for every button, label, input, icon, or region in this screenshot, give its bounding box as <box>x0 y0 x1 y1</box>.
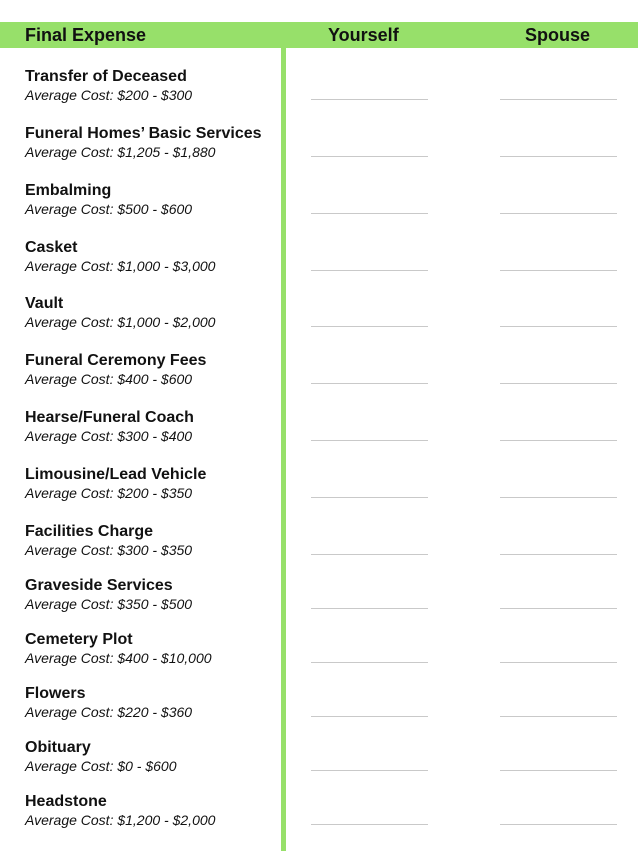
spouse-entry-line[interactable] <box>500 270 617 271</box>
spouse-entry-line[interactable] <box>500 383 617 384</box>
yourself-entry-line[interactable] <box>311 662 428 663</box>
spouse-entry-line[interactable] <box>500 99 617 100</box>
expense-cost: Average Cost: $500 - $600 <box>25 201 193 217</box>
expense-row-obituary <box>0 739 638 779</box>
expense-row-basic-services <box>0 125 638 165</box>
spouse-entry-line[interactable] <box>500 824 617 825</box>
expense-cost: Average Cost: $300 - $400 <box>25 428 193 444</box>
expense-row-cemetery-plot <box>0 631 638 671</box>
table-header <box>0 22 638 48</box>
spouse-entry-line[interactable] <box>500 497 617 498</box>
spouse-entry-line[interactable] <box>500 716 617 717</box>
expense-cost: Average Cost: $220 - $360 <box>25 704 193 720</box>
yourself-entry-line[interactable] <box>311 213 428 214</box>
expense-row-graveside <box>0 577 638 617</box>
yourself-entry-line[interactable] <box>311 554 428 555</box>
expense-name: Embalming <box>25 182 112 199</box>
expense-cost: Average Cost: $1,205 - $1,880 <box>25 144 216 160</box>
expense-name: Limousine/Lead Vehicle <box>25 466 207 483</box>
expense-name: Funeral Homes’ Basic Services <box>25 125 262 142</box>
expense-row-hearse <box>0 409 638 449</box>
expense-name: Graveside Services <box>25 577 173 594</box>
expense-cost: Average Cost: $1,000 - $2,000 <box>25 314 216 330</box>
expense-name: Hearse/Funeral Coach <box>25 409 194 426</box>
expense-name: Vault <box>25 295 64 312</box>
expense-row-flowers <box>0 685 638 725</box>
expense-name: Transfer of Deceased <box>25 68 187 85</box>
yourself-entry-line[interactable] <box>311 99 428 100</box>
spouse-entry-line[interactable] <box>500 662 617 663</box>
expense-cost: Average Cost: $1,000 - $3,000 <box>25 258 216 274</box>
expense-name: Funeral Ceremony Fees <box>25 352 207 369</box>
expense-cost: Average Cost: $200 - $350 <box>25 485 193 501</box>
yourself-entry-line[interactable] <box>311 770 428 771</box>
expense-row-facilities <box>0 523 638 563</box>
expense-row-embalming <box>0 182 638 222</box>
expense-name: Flowers <box>25 685 86 702</box>
spouse-entry-line[interactable] <box>500 156 617 157</box>
spouse-entry-line[interactable] <box>500 608 617 609</box>
expense-cost: Average Cost: $1,200 - $2,000 <box>25 812 216 828</box>
expense-cost: Average Cost: $0 - $600 <box>25 758 177 774</box>
expense-name: Cemetery Plot <box>25 631 133 648</box>
spouse-entry-line[interactable] <box>500 213 617 214</box>
column-divider <box>281 48 286 851</box>
expense-cost: Average Cost: $350 - $500 <box>25 596 193 612</box>
yourself-entry-line[interactable] <box>311 156 428 157</box>
expense-row-transfer <box>0 68 638 108</box>
header-spouse: Spouse <box>525 25 591 45</box>
spouse-entry-line[interactable] <box>500 554 617 555</box>
expense-row-headstone <box>0 793 638 833</box>
header-yourself: Yourself <box>328 25 399 45</box>
expense-cost: Average Cost: $400 - $10,000 <box>25 650 212 666</box>
yourself-entry-line[interactable] <box>311 326 428 327</box>
yourself-entry-line[interactable] <box>311 440 428 441</box>
expense-cost: Average Cost: $300 - $350 <box>25 542 193 558</box>
expense-name: Headstone <box>25 793 107 810</box>
expense-cost: Average Cost: $200 - $300 <box>25 87 193 103</box>
yourself-entry-line[interactable] <box>311 270 428 271</box>
expense-cost: Average Cost: $400 - $600 <box>25 371 193 387</box>
expense-row-vault <box>0 295 638 335</box>
yourself-entry-line[interactable] <box>311 383 428 384</box>
yourself-entry-line[interactable] <box>311 497 428 498</box>
spouse-entry-line[interactable] <box>500 326 617 327</box>
expense-name: Facilities Charge <box>25 523 154 540</box>
yourself-entry-line[interactable] <box>311 608 428 609</box>
spouse-entry-line[interactable] <box>500 440 617 441</box>
expense-name: Casket <box>25 239 78 256</box>
expense-row-limousine <box>0 466 638 506</box>
expense-row-ceremony-fees <box>0 352 638 392</box>
yourself-entry-line[interactable] <box>311 824 428 825</box>
yourself-entry-line[interactable] <box>311 716 428 717</box>
spouse-entry-line[interactable] <box>500 770 617 771</box>
expense-row-casket <box>0 239 638 279</box>
expense-name: Obituary <box>25 739 91 756</box>
header-final-expense: Final Expense <box>25 25 147 45</box>
